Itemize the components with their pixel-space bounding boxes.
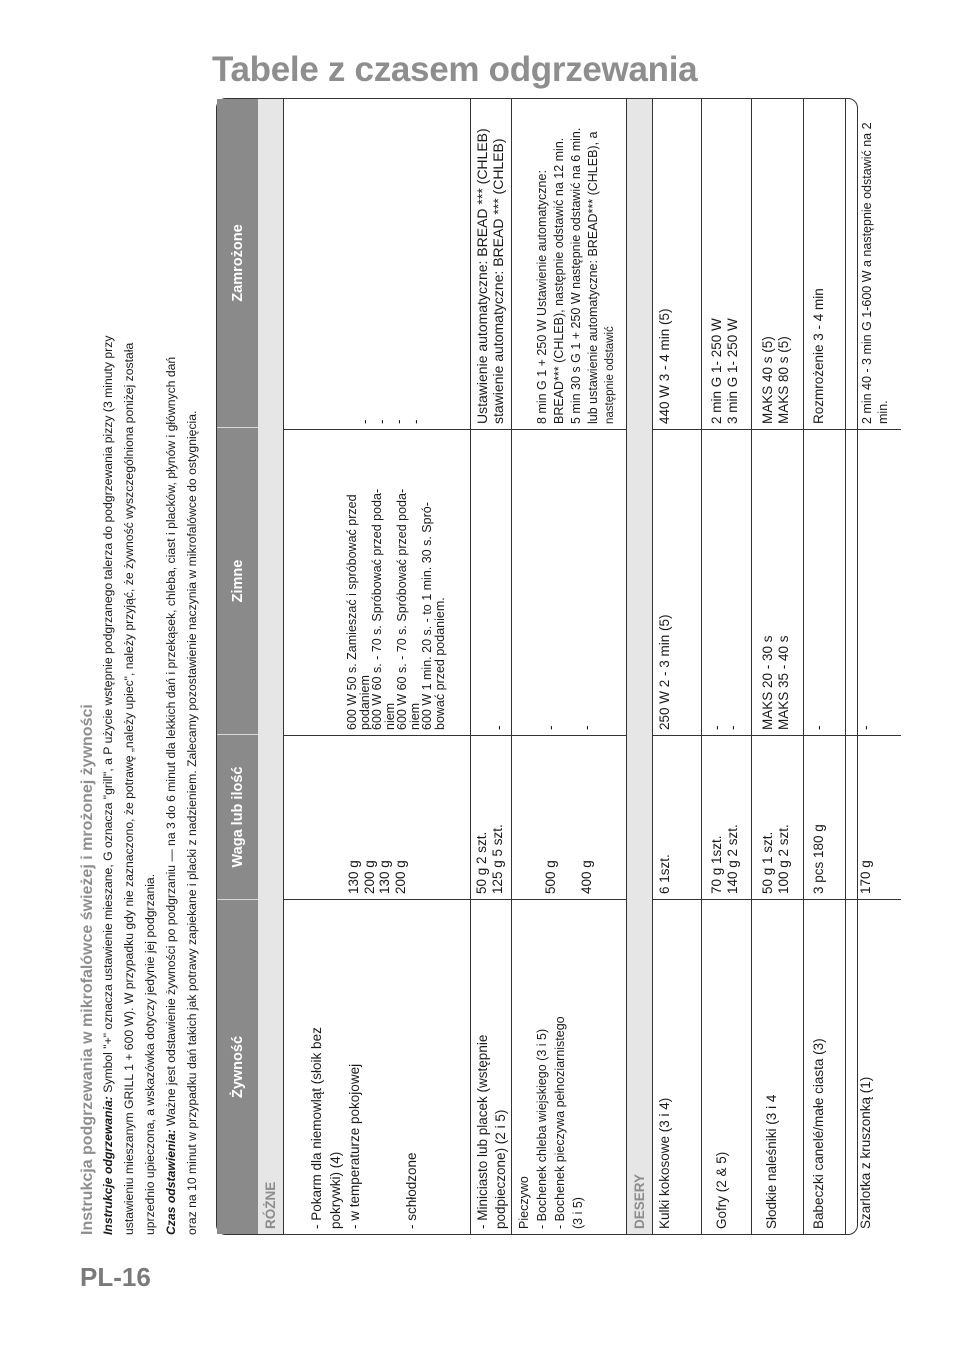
weight-cell	[702, 736, 751, 900]
weight-cell	[471, 736, 511, 900]
food-text: - Miniciasto lub placek (wstępnie	[475, 1034, 490, 1229]
table-row	[471, 99, 512, 1234]
frozen-text: stawienie automatyczne: BREAD *** (CHLEB)	[490, 138, 506, 424]
food-cell	[653, 900, 701, 1234]
weight-text: 170 g	[858, 860, 873, 894]
header-cold: Zimne	[217, 428, 258, 735]
standing-time-text: Ważne jest odstawienie żywności po podgrzaniu — na 3 do 6 minut dla lekkich dań i przekąsek, chleba, ciast i placków, płynów i głównych dań	[164, 356, 178, 1126]
food-text: Gofry (2 & 5)	[714, 1151, 729, 1229]
weight-text: 50 g 1 szt.	[760, 831, 775, 894]
standing-time-line: oraz na 10 minut w przypadku dań takich jak potrawy zapiekane i placki z nadzieniem. Zalecamy pozostawienie naczynia w mikrofalówce do ostygnięcia.	[185, 410, 199, 1235]
cold-cell	[471, 430, 511, 736]
weight-cell	[653, 736, 701, 900]
standing-time-line	[161, 75, 182, 1235]
cold-text: niem	[382, 702, 397, 730]
frozen-cell	[804, 99, 845, 430]
section-label-rozne: RÓŻNE	[258, 99, 284, 1234]
cold-cell	[284, 430, 470, 736]
weight-text: 130 g	[377, 860, 392, 894]
instructions-line: ustawieniu mieszanym GRILL 1 + 600 W). W przypadku gdy nie zaznaczono, że potrawę „należy upiec", należy przyjąć, że żywność wyszczególniona poniżej została	[122, 342, 136, 1235]
food-cell	[846, 900, 901, 1234]
weight-text: 70 g 1szt.	[709, 835, 724, 894]
cold-cell	[752, 430, 803, 736]
frozen-cell	[846, 99, 901, 430]
table-row	[804, 99, 846, 1234]
page-number: PL-16	[80, 1262, 151, 1292]
instructions-line	[98, 75, 119, 1235]
frozen-cell	[752, 99, 803, 430]
frozen-text: Rozmrożenie 3 - 4 min	[811, 288, 826, 424]
food-text: Pieczywo	[517, 1176, 531, 1229]
food-cell	[804, 900, 845, 1234]
cold-text: -	[811, 725, 826, 730]
instructions-line: uprzednio upieczona, a wskazówka dotyczy jedynie jej podgrzania.	[143, 873, 157, 1235]
table-row	[512, 99, 627, 1234]
header-weight: Waga lub ilość	[217, 735, 258, 900]
frozen-text: 8 min G 1 + 250 W Ustawienie automatyczne:	[535, 170, 549, 424]
food-text: Babeczki canelé/małe ciasta (3)	[811, 1038, 826, 1229]
weight-text: 125 g 5 szt.	[489, 824, 505, 894]
weight-text: 6 1szt.	[657, 854, 672, 894]
frozen-cell	[653, 99, 701, 430]
food-text: (3 i 5)	[571, 1197, 585, 1229]
weight-cell	[512, 736, 626, 900]
table-row	[752, 99, 804, 1234]
cold-text: MAKS 20 - 30 s	[760, 635, 775, 730]
cold-text: -	[858, 725, 873, 730]
frozen-text: BREAD*** (CHLEB), następnie odstawić na 12 min.	[552, 137, 566, 424]
food-text: - schłodzone	[404, 1152, 419, 1229]
weight-cell	[752, 736, 803, 900]
food-text: - w temperaturze pokojowej	[347, 1063, 362, 1229]
weight-cell	[284, 736, 470, 900]
frozen-cell	[471, 99, 511, 430]
frozen-text: lub ustawienie automatyczne: BREAD*** (CHLEB), a	[586, 131, 600, 424]
rotated-content	[78, 75, 890, 1235]
cold-text: -	[491, 725, 506, 730]
weight-text: 50 g 2 szt.	[474, 831, 489, 894]
food-text: - Pokarm dla niemowląt (słoik bez	[309, 1027, 324, 1229]
frozen-text: 5 min 30 s G 1 + 250 W następnie odstawić na 6 min.	[569, 127, 583, 424]
frozen-text: -	[374, 419, 389, 424]
food-text: pokrywki) (4)	[328, 1151, 343, 1229]
frozen-text: -	[408, 419, 423, 424]
frozen-text: -	[391, 419, 406, 424]
reheating-table	[216, 98, 890, 1235]
table-body	[258, 99, 890, 1234]
food-cell	[752, 900, 803, 1234]
table-row	[284, 99, 471, 1234]
food-cell	[284, 900, 470, 1234]
frozen-text: 2 min G 1- 250 W	[709, 318, 724, 424]
cold-text: 600 W 60 s. - 70 s. Spróbować przed poda-	[370, 488, 384, 730]
frozen-cell	[512, 99, 626, 430]
frozen-text: Ustawienie automatyczne: BREAD *** (CHLEB)	[474, 128, 490, 424]
cold-text: -	[724, 725, 740, 730]
food-text: Słodkie naleśniki (3 i 4	[764, 1094, 779, 1229]
cold-text: niem	[407, 702, 422, 730]
table-row	[653, 99, 702, 1234]
frozen-text: 2 min 40 - 3 min G 1-600 W a następnie odstawić na 2	[860, 122, 874, 424]
frozen-text: MAKS 40 s (5)	[760, 336, 775, 424]
frozen-cell	[284, 99, 470, 430]
weight-text: 140 g 2 szt.	[724, 824, 740, 894]
weight-text: 200 g	[361, 860, 377, 894]
cold-text: podaniem	[357, 675, 372, 730]
cold-text: 600 W 50 s. Zamieszać i spróbować przed	[345, 494, 359, 730]
cold-cell	[512, 430, 626, 736]
cold-cell	[653, 430, 701, 736]
header-food: Żywność	[229, 1035, 246, 1099]
header-frozen: Zamrożone	[217, 99, 258, 428]
cold-cell	[702, 430, 751, 736]
weight-text: 100 g 2 szt.	[775, 824, 791, 894]
cold-text: MAKS 35 - 40 s	[775, 635, 791, 730]
cold-text: 600 W 60 s. - 70 s. Spróbować przed poda-	[395, 488, 409, 730]
food-text: Kulki kokosowe (3 i 4)	[657, 1097, 672, 1229]
frozen-text: następnie odstawić	[604, 326, 616, 424]
instructions-label: Instrukcje odgrzewania:	[101, 1096, 115, 1235]
food-cell	[512, 900, 626, 1234]
cold-cell	[846, 430, 901, 736]
cold-text: 250 W 2 - 3 min (5)	[657, 614, 672, 730]
page-title: Tabele z czasem odgrzewania	[212, 50, 698, 89]
food-text: - Bochenek pieczywa pełnoziarnistego	[553, 1016, 567, 1229]
cold-text: bować przed podaniem.	[432, 597, 447, 730]
weight-cell	[846, 736, 901, 900]
frozen-text: -	[357, 419, 372, 424]
frozen-cell	[702, 99, 751, 430]
cold-cell	[804, 430, 845, 736]
section-label-desery: DESERY	[627, 99, 653, 1234]
frozen-text: 440 W 3 - 4 min (5)	[657, 308, 672, 424]
instructions-text: Symbol "+" oznacza ustawienie mieszane, G oznacza "grill", a P użycie wstępnie podgrzanego talerza do podgrzewania pizzy (3 minuty przy	[101, 335, 115, 1093]
frozen-text: MAKS 80 s (5)	[775, 336, 791, 424]
weight-cell	[804, 736, 845, 900]
table-header	[217, 99, 258, 1234]
standing-time-label: Czas odstawienia:	[164, 1129, 178, 1235]
food-cell	[471, 900, 511, 1234]
table-row	[702, 99, 752, 1234]
intro-heading: Instrukcja podgrzewania w mikrofalówce świeżej i mrożonej żywności	[79, 704, 96, 1235]
cold-text: -	[709, 725, 724, 730]
food-text: Szarlotka z kruszonką (1)	[858, 1076, 873, 1229]
food-text: podpieczone) (2 i 5)	[493, 1109, 508, 1229]
intro-section	[78, 75, 203, 1235]
frozen-text: min.	[875, 400, 890, 424]
weight-text: 3 pcs 180 g	[811, 824, 826, 894]
table-row	[846, 99, 901, 1234]
cold-text: -	[579, 725, 594, 730]
cold-text: -	[543, 725, 558, 730]
frozen-text: 3 min G 1- 250 W	[724, 318, 740, 424]
weight-text: 200 g	[392, 860, 408, 894]
weight-text: 500 g	[543, 860, 558, 894]
weight-text: 400 g	[579, 860, 594, 894]
food-text: - Bochenek chleba wiejskiego (3 i 5)	[535, 1028, 549, 1229]
cold-text: 600 W 1 min. 20 s. - to 1 min. 30 s. Spró-	[420, 502, 434, 730]
food-cell	[702, 900, 751, 1234]
weight-text: 130 g	[346, 860, 361, 894]
